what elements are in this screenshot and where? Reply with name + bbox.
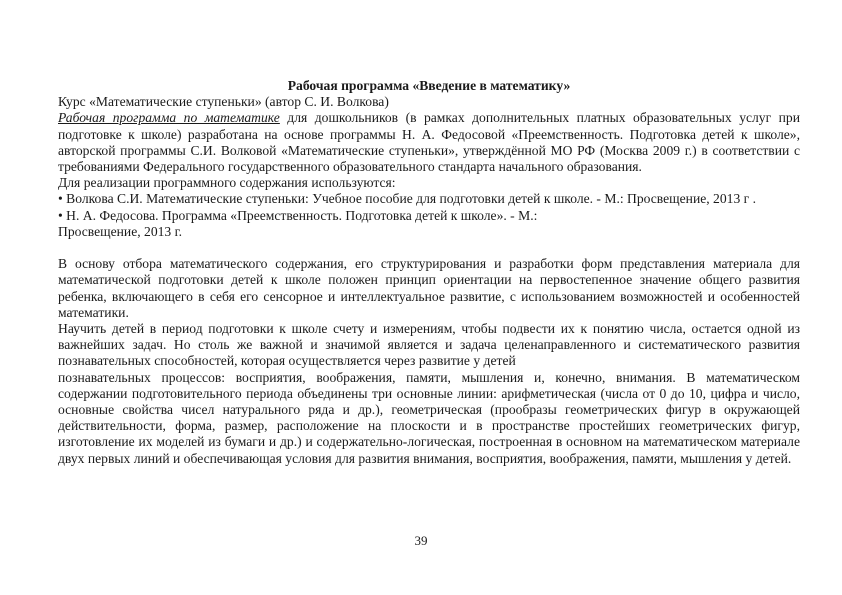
resource-item-2-continuation: Просвещение, 2013 г. <box>58 223 183 239</box>
program-intro-emphasis: Рабочая программа по математике <box>58 110 280 126</box>
resources-intro: Для реализации программного содержания используются: <box>58 175 396 191</box>
program-intro-paragraph <box>58 110 800 175</box>
document-page <box>58 78 800 467</box>
body-paragraph-1: В основу отбора математического содержания, его структурирования и разработки форм представления материала для математической подготовки детей к школе положен принцип ориентации на первостепенное значение общего развития ребенка, включающего в себя его сенсорное и интеллектуальное развитие, с использованием возможностей и особенностей математики. <box>58 256 800 320</box>
document-title: Рабочая программа «Введение в математику» <box>287 78 571 93</box>
course-line: Курс «Математические ступеньки» (автор С. И. Волкова) <box>58 94 389 110</box>
page-number: 39 <box>414 533 428 548</box>
paragraph-spacer <box>58 240 800 256</box>
resource-item-1: • Волкова С.И. Математические ступеньки: Учебное пособие для подготовки детей к школе. - М.: Просвещение, 2013 г . <box>58 191 757 207</box>
body-paragraph-3: познавательных процессов: восприятия, воображения, памяти, мышления и, конечно, внимания. В математическом содержании подготовительного периода объединены три основные линии: арифметическая (числа от 0 до 10, цифра и число, основные свойства чисел натурального ряда и др.), геометрическая (прообразы геометрических фигур в окружающей действительности, форма, размер, расположение на плоскости и в пространстве простейших геометрических фигур, изготовление их моделей из бумаги и др.) и содержательно-логическая, построенная в основном на математическом материале двух первых линий и обеспечивающая условия для развития внимания, восприятия, воображения, памяти, мышления у детей. <box>58 369 800 466</box>
program-intro-text: для дошкольников (в рамках дополнительных платных образовательных услуг при подготовке к школе) разработана на основе программы Н. А. Федосовой «Преемственность. Подготовка детей к школе», авторской программы С.И. Волковой «Математические ступеньки», утверждённой МО РФ (Москва 2009 г.) в соответствии с требованиями Федерального государственного образовательного стандарта начального образования. <box>58 110 800 175</box>
resource-item-2: • Н. А. Федосова. Программа «Преемственность. Подготовка детей к школе». - М.: <box>58 207 538 223</box>
body-paragraph-2: Научить детей в период подготовки к школе счету и измерениям, чтобы подвести их к понятию числа, остается одной из важнейших задач. Но столь же важной и значимой является и задача целенаправленного и систематического развития познавательных способностей, которая осуществляется через развитие у детей <box>58 321 800 369</box>
